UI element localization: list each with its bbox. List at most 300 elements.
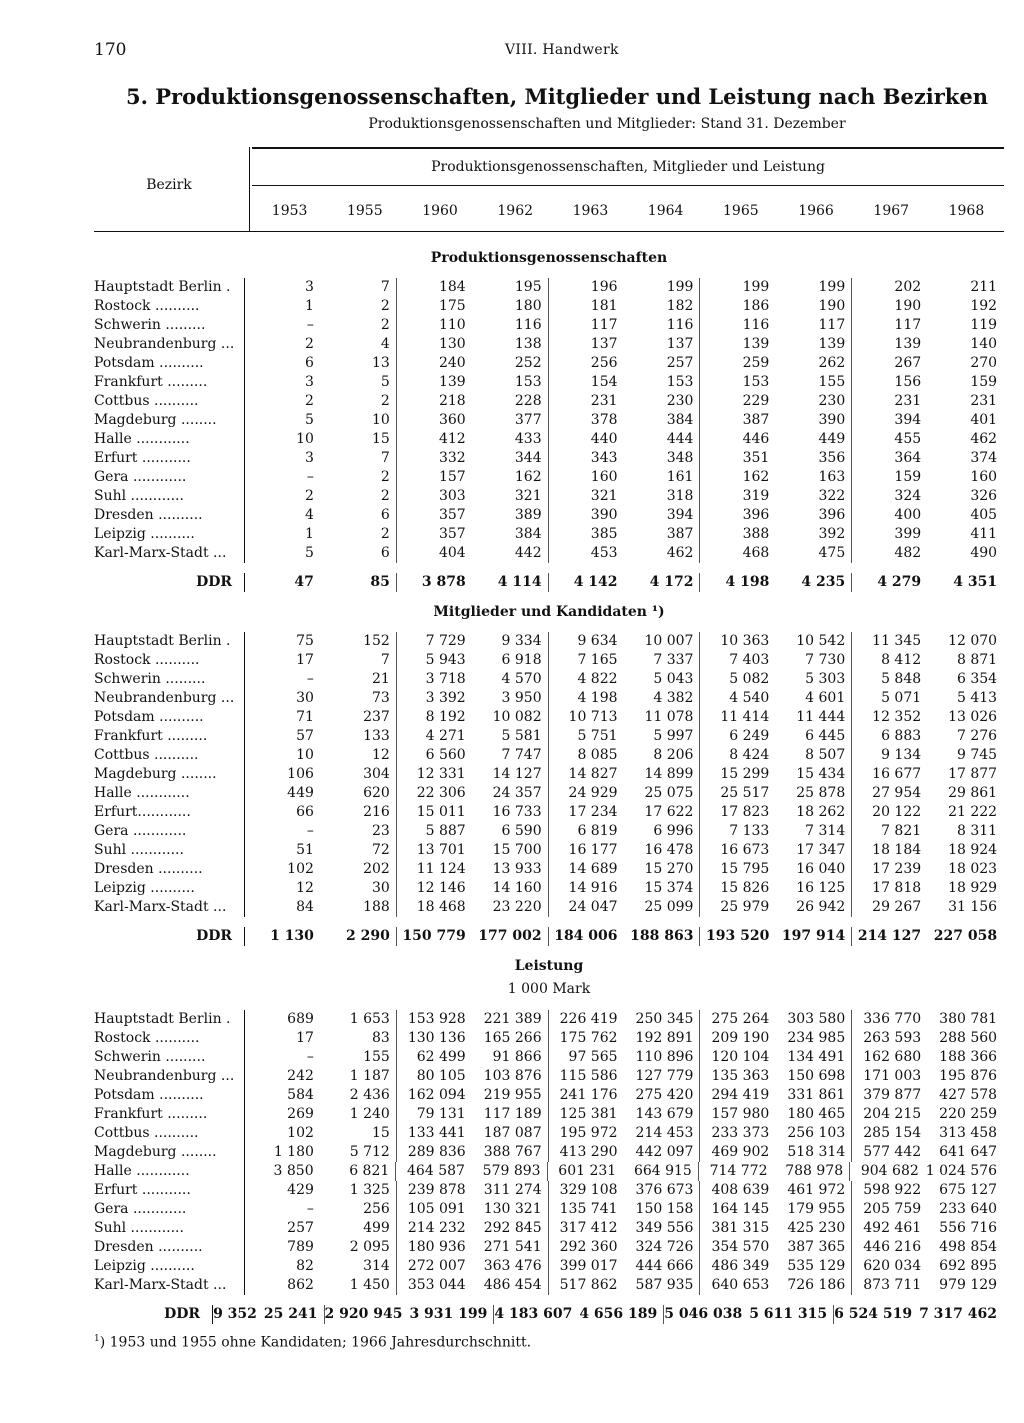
table-cell: 331 861 xyxy=(776,1086,852,1105)
table-cell: 17 877 xyxy=(948,766,998,782)
row-values xyxy=(244,1029,1004,1048)
table-cell: 6 590 xyxy=(473,822,549,841)
table-cell: 220 259 xyxy=(939,1106,998,1122)
table-cell: 16 478 xyxy=(625,841,701,860)
table-cell: 14 899 xyxy=(625,765,701,784)
table-cell: 357 xyxy=(438,526,466,542)
year-header: 1962 xyxy=(497,203,534,219)
row-values xyxy=(244,898,1004,917)
table-cell: 374 xyxy=(970,450,998,466)
table-cell: 7 xyxy=(321,651,397,670)
table-row xyxy=(94,430,1004,449)
table-row xyxy=(94,373,1004,392)
table-cell: 2 xyxy=(321,525,397,544)
table-cell: 75 xyxy=(296,633,314,649)
row-values xyxy=(244,689,1004,708)
table-cell: 7 729 xyxy=(425,633,466,649)
table-cell: 83 xyxy=(321,1029,397,1048)
table-cell: 6 821 xyxy=(321,1162,397,1181)
table-cell: 188 xyxy=(321,898,397,917)
table-row xyxy=(94,1257,1004,1276)
table-cell: 71 xyxy=(296,709,314,725)
table-cell: 4 540 xyxy=(729,690,770,706)
row-values xyxy=(244,316,1004,335)
table-cell: 318 xyxy=(625,487,701,506)
table-cell: 197 914 xyxy=(776,927,852,946)
table-cell: 190 xyxy=(894,298,922,314)
table-cell: 252 xyxy=(473,354,549,373)
table-cell: 190 xyxy=(776,297,852,316)
table-row xyxy=(94,297,1004,316)
table-cell: 29 861 xyxy=(948,785,998,801)
table-cell: 462 xyxy=(970,431,998,447)
table-cell: 387 365 xyxy=(776,1238,852,1257)
bezirk-name: Frankfurt ......... xyxy=(94,728,208,744)
page-subtitle: Produktionsgenossenschaften und Mitglieder: Stand 31. Dezember xyxy=(368,116,846,132)
table-cell: 153 xyxy=(473,373,549,392)
row-values xyxy=(244,1086,1004,1105)
table-row xyxy=(94,784,1004,803)
table-cell: 8 424 xyxy=(729,747,770,763)
table-cell: 117 xyxy=(590,317,618,333)
table-cell: 7 337 xyxy=(625,651,701,670)
table-cell: 379 877 xyxy=(863,1087,922,1103)
total-row xyxy=(94,573,1004,592)
bezirk-name: Potsdam .......... xyxy=(94,355,204,371)
bezirk-name: Erfurt ........... xyxy=(94,450,191,466)
row-values xyxy=(244,1200,1004,1219)
table-cell: 4 142 xyxy=(573,574,618,590)
bezirk-name: Frankfurt ......... xyxy=(94,374,208,390)
table-cell: 102 xyxy=(287,1125,314,1141)
table-cell: 10 xyxy=(321,411,397,430)
table-cell: 202 xyxy=(894,279,922,295)
table-cell: 139 xyxy=(438,374,466,390)
table-cell: 214 453 xyxy=(625,1124,701,1143)
row-values xyxy=(244,1219,1004,1238)
table-row xyxy=(94,487,1004,506)
row-values xyxy=(244,841,1004,860)
table-cell: 187 087 xyxy=(473,1124,549,1143)
table-cell: 230 xyxy=(625,392,701,411)
table-cell: 202 xyxy=(321,860,397,879)
bezirk-name: Rostock .......... xyxy=(94,298,200,314)
table-cell: 384 xyxy=(625,411,701,430)
table-row xyxy=(94,879,1004,898)
table-cell: 387 xyxy=(625,525,701,544)
table-cell: 399 xyxy=(894,526,922,542)
table-cell: 153 928 xyxy=(407,1011,466,1027)
table-cell: 468 xyxy=(742,545,770,561)
table-cell: 584 xyxy=(287,1087,314,1103)
table-cell: 17 234 xyxy=(568,804,618,820)
table-cell: 6 xyxy=(304,355,314,371)
table-cell: 66 xyxy=(296,804,314,820)
table-cell: 427 578 xyxy=(939,1087,998,1103)
bezirk-name: Hauptstadt Berlin . xyxy=(94,279,231,295)
table-cell: 17 xyxy=(296,652,314,668)
table-cell: 461 972 xyxy=(776,1181,852,1200)
row-values xyxy=(244,1048,1004,1067)
table-row xyxy=(94,1048,1004,1067)
page-title: 5. Produktionsgenossenschaften, Mitglieder und Leistung nach Bezirken xyxy=(126,84,988,109)
table-cell: 130 136 xyxy=(407,1030,466,1046)
table-cell: 689 xyxy=(287,1011,314,1027)
section-body xyxy=(94,632,1004,946)
table-cell: 16 733 xyxy=(473,803,549,822)
table-cell: 4 570 xyxy=(473,670,549,689)
row-values xyxy=(244,544,1004,563)
table-cell: 620 034 xyxy=(863,1258,922,1274)
bezirk-name: Suhl ............ xyxy=(94,488,184,504)
table-cell: 381 315 xyxy=(711,1220,770,1236)
table-cell: 4 822 xyxy=(577,671,618,687)
table-cell: 221 389 xyxy=(473,1010,549,1029)
table-row xyxy=(94,860,1004,879)
table-cell: 26 942 xyxy=(776,898,852,917)
table-cell: 192 891 xyxy=(625,1029,701,1048)
table-cell: 233 640 xyxy=(939,1201,998,1217)
table-cell: 788 978 xyxy=(774,1162,850,1181)
table-cell: 429 xyxy=(287,1182,314,1198)
table-row xyxy=(94,841,1004,860)
table-cell: 106 xyxy=(287,766,314,782)
table-cell: 11 078 xyxy=(625,708,701,727)
table-cell: 234 985 xyxy=(776,1029,852,1048)
table-cell: 150 698 xyxy=(776,1067,852,1086)
table-cell: 3 xyxy=(304,450,314,466)
table-cell: 498 854 xyxy=(939,1239,998,1255)
table-cell: 4 271 xyxy=(425,728,466,744)
bezirk-name: Hauptstadt Berlin . xyxy=(94,1011,231,1027)
table-cell: 620 xyxy=(321,784,397,803)
table-cell: 14 689 xyxy=(568,861,618,877)
table-cell: 16 673 xyxy=(720,842,770,858)
bezirk-name: Potsdam .......... xyxy=(94,1087,204,1103)
table-cell: 389 xyxy=(473,506,549,525)
table-cell: 1 130 xyxy=(270,928,314,944)
table-cell: 8 311 xyxy=(956,823,998,839)
row-values xyxy=(244,765,1004,784)
table-row xyxy=(94,525,1004,544)
table-row xyxy=(94,449,1004,468)
table-cell: 115 586 xyxy=(559,1068,618,1084)
table-cell: 442 097 xyxy=(625,1143,701,1162)
table-cell: 18 184 xyxy=(872,842,922,858)
table-cell: 154 xyxy=(590,374,618,390)
table-cell: 119 xyxy=(970,317,998,333)
row-values xyxy=(244,1162,1004,1181)
total-row xyxy=(94,1305,1004,1324)
page-number: 170 xyxy=(94,40,127,60)
table-cell: 102 xyxy=(287,861,314,877)
year-header: 1960 xyxy=(422,203,458,219)
table-row xyxy=(94,803,1004,822)
table-cell: 181 xyxy=(590,298,618,314)
table-cell: 7 xyxy=(321,278,397,297)
table-cell: 322 xyxy=(776,487,852,506)
table-cell: 21 222 xyxy=(948,804,998,820)
table-cell: 356 xyxy=(776,449,852,468)
table-cell: 2 xyxy=(304,393,314,409)
table-cell: 17 622 xyxy=(625,803,701,822)
table-cell: 5 xyxy=(304,412,314,428)
table-cell: 188 366 xyxy=(939,1049,998,1065)
table-cell: 4 198 xyxy=(577,690,618,706)
table-cell: 12 331 xyxy=(416,766,466,782)
table-cell: 449 xyxy=(776,430,852,449)
table-cell: 6 996 xyxy=(625,822,701,841)
table-cell: 2 xyxy=(321,392,397,411)
table-cell: 904 682 xyxy=(860,1163,919,1179)
table-cell: – xyxy=(306,317,314,333)
header-rule-bottom xyxy=(94,231,1004,232)
table-cell: 10 363 xyxy=(720,633,770,649)
year-header: 1955 xyxy=(346,203,383,219)
table-cell: 1 325 xyxy=(321,1181,397,1200)
table-cell: 2 xyxy=(304,488,314,504)
table-cell: 256 xyxy=(590,355,618,371)
table-cell: 4 172 xyxy=(625,573,701,592)
row-values xyxy=(244,727,1004,746)
table-cell: 862 xyxy=(287,1277,314,1293)
table-cell: 180 936 xyxy=(407,1239,466,1255)
table-cell: 394 xyxy=(894,412,922,428)
table-cell: 4 xyxy=(321,335,397,354)
row-values xyxy=(244,784,1004,803)
table-cell: 25 878 xyxy=(776,784,852,803)
table-cell: 2 xyxy=(321,316,397,335)
table-cell: 2 920 945 xyxy=(324,1306,403,1322)
group-column-header: Produktionsgenossenschaften, Mitglieder und Leistung xyxy=(431,159,825,175)
table-cell: 1 450 xyxy=(321,1276,397,1295)
table-cell: 351 xyxy=(742,450,770,466)
table-cell: 134 491 xyxy=(776,1048,852,1067)
table-cell: 324 xyxy=(894,488,922,504)
table-cell: 199 xyxy=(625,278,701,297)
table-cell: 177 002 xyxy=(473,927,549,946)
table-cell: 376 673 xyxy=(625,1181,701,1200)
table-cell: 303 xyxy=(438,488,466,504)
table-cell: 7 730 xyxy=(776,651,852,670)
table-cell: 160 xyxy=(590,469,618,485)
table-cell: 29 267 xyxy=(872,899,922,915)
bezirk-name: Neubrandenburg ... xyxy=(94,690,235,706)
bezirk-name: Magdeburg ........ xyxy=(94,412,217,428)
table-row xyxy=(94,1124,1004,1143)
bezirk-name: Rostock .......... xyxy=(94,1030,200,1046)
table-cell: 171 003 xyxy=(863,1068,922,1084)
bezirk-name: Magdeburg ........ xyxy=(94,1144,217,1160)
table-cell: 4 198 xyxy=(725,574,770,590)
table-cell: 159 xyxy=(970,374,998,390)
table-cell: 228 xyxy=(473,392,549,411)
table-row xyxy=(94,651,1004,670)
table-cell: 1 653 xyxy=(321,1010,397,1029)
table-cell: 394 xyxy=(625,506,701,525)
row-values xyxy=(244,708,1004,727)
table-cell: 10 713 xyxy=(568,709,618,725)
table-cell: 105 091 xyxy=(407,1201,466,1217)
table-cell: 153 xyxy=(625,373,701,392)
row-values xyxy=(244,879,1004,898)
table-cell: 288 560 xyxy=(939,1030,998,1046)
row-values xyxy=(244,822,1004,841)
table-row xyxy=(94,670,1004,689)
row-values xyxy=(244,1276,1004,1295)
table-cell: 9 745 xyxy=(956,747,998,763)
table-cell: 641 647 xyxy=(939,1144,998,1160)
table-cell: – xyxy=(306,469,314,485)
table-cell: 7 165 xyxy=(577,652,618,668)
table-row xyxy=(94,335,1004,354)
table-cell: 5 071 xyxy=(881,690,922,706)
table-cell: 25 979 xyxy=(720,899,770,915)
table-cell: 314 xyxy=(321,1257,397,1276)
table-cell: 285 154 xyxy=(863,1125,922,1141)
table-cell: 188 863 xyxy=(625,927,701,946)
table-cell: 396 xyxy=(776,506,852,525)
table-cell: 242 xyxy=(287,1068,314,1084)
bezirk-name: Schwerin ......... xyxy=(94,317,206,333)
table-cell: 15 700 xyxy=(473,841,549,860)
year-header: 1967 xyxy=(873,203,910,219)
table-cell: 378 xyxy=(590,412,618,428)
table-row xyxy=(94,632,1004,651)
total-row xyxy=(94,927,1004,946)
table-row xyxy=(94,411,1004,430)
footnote-text: ) 1953 und 1955 ohne Kandidaten; 1966 Jahresdurchschnitt. xyxy=(99,1334,532,1351)
table-cell: 492 461 xyxy=(863,1220,922,1236)
table-cell: 16 677 xyxy=(872,766,922,782)
table-cell: 269 xyxy=(287,1106,314,1122)
table-row xyxy=(94,316,1004,335)
table-cell: 79 131 xyxy=(416,1106,466,1122)
header-rule-top xyxy=(252,147,1004,149)
table-row xyxy=(94,1200,1004,1219)
row-values xyxy=(244,1143,1004,1162)
table-cell: 21 xyxy=(321,670,397,689)
table-cell: 5 712 xyxy=(321,1143,397,1162)
table-cell: – xyxy=(306,823,314,839)
table-cell: 714 772 xyxy=(709,1163,768,1179)
table-cell: 789 xyxy=(287,1239,314,1255)
bezirk-name: Dresden .......... xyxy=(94,861,203,877)
table-cell: 219 955 xyxy=(473,1086,549,1105)
table-cell: 462 xyxy=(625,544,701,563)
table-cell: 486 349 xyxy=(711,1258,770,1274)
table-cell: 5 413 xyxy=(956,690,998,706)
row-values xyxy=(244,525,1004,544)
table-cell: 117 xyxy=(776,316,852,335)
table-cell: 13 026 xyxy=(948,709,998,725)
table-cell: 349 556 xyxy=(625,1219,701,1238)
table-cell: 263 593 xyxy=(863,1030,922,1046)
table-cell: 9 334 xyxy=(473,632,549,651)
table-cell: 12 352 xyxy=(872,709,922,725)
table-cell: 8 192 xyxy=(425,709,466,725)
table-cell: 5 887 xyxy=(425,823,466,839)
table-cell: 317 412 xyxy=(559,1220,618,1236)
table-row xyxy=(94,765,1004,784)
year-header: 1966 xyxy=(798,203,834,219)
table-cell: 518 314 xyxy=(776,1143,852,1162)
table-cell: 17 823 xyxy=(720,804,770,820)
year-header: 1968 xyxy=(948,203,985,219)
table-cell: 388 xyxy=(742,526,770,542)
table-cell: 1 xyxy=(304,298,314,314)
table-cell: 153 xyxy=(742,374,770,390)
table-cell: 139 xyxy=(776,335,852,354)
table-cell: 17 347 xyxy=(776,841,852,860)
table-cell: 8 507 xyxy=(776,746,852,765)
table-cell: 272 007 xyxy=(407,1258,466,1274)
table-cell: 11 345 xyxy=(872,633,922,649)
table-cell: 433 xyxy=(473,430,549,449)
bezirk-name: Cottbus .......... xyxy=(94,1125,199,1141)
table-cell: 15 011 xyxy=(416,804,466,820)
table-cell: 5 082 xyxy=(729,671,770,687)
table-cell: 130 xyxy=(438,336,466,352)
table-cell: 196 xyxy=(590,279,618,295)
table-cell: 82 xyxy=(296,1258,314,1274)
table-cell: 156 xyxy=(894,374,922,390)
table-cell: 587 935 xyxy=(625,1276,701,1295)
table-cell: 14 827 xyxy=(568,766,618,782)
table-cell: 6 xyxy=(321,506,397,525)
table-cell: 162 680 xyxy=(863,1049,922,1065)
table-cell: 2 xyxy=(304,336,314,352)
table-cell: 157 xyxy=(438,469,466,485)
bezirk-name: DDR xyxy=(164,1306,201,1322)
table-cell: 348 xyxy=(625,449,701,468)
table-cell: 163 xyxy=(776,468,852,487)
row-values xyxy=(244,354,1004,373)
table-cell: 12 146 xyxy=(416,880,466,896)
table-cell: 7 314 xyxy=(776,822,852,841)
table-cell: 449 xyxy=(287,785,314,801)
section-unit: 1 000 Mark xyxy=(507,981,591,997)
table-cell: 385 xyxy=(590,526,618,542)
table-cell: 186 xyxy=(742,298,770,314)
table-cell: 2 290 xyxy=(321,927,397,946)
year-header: 1963 xyxy=(572,203,609,219)
table-cell: 133 xyxy=(321,727,397,746)
table-cell: 3 718 xyxy=(425,671,466,687)
table-cell: 30 xyxy=(321,879,397,898)
table-cell: 292 360 xyxy=(559,1239,618,1255)
table-cell: 10 542 xyxy=(776,632,852,651)
table-cell: – xyxy=(306,1201,314,1217)
bezirk-column-header: Bezirk xyxy=(146,177,192,193)
row-values xyxy=(244,449,1004,468)
table-cell: 218 xyxy=(438,393,466,409)
row-values xyxy=(244,1067,1004,1086)
table-cell: 5 997 xyxy=(625,727,701,746)
table-cell: 405 xyxy=(970,507,998,523)
table-cell: 440 xyxy=(590,431,618,447)
table-cell: 150 158 xyxy=(625,1200,701,1219)
table-cell: 387 xyxy=(742,412,770,428)
year-header: 1953 xyxy=(271,203,308,219)
bezirk-name: Leipzig .......... xyxy=(94,526,195,542)
table-row xyxy=(94,1086,1004,1105)
row-values xyxy=(212,1305,1004,1324)
table-row xyxy=(94,1219,1004,1238)
bezirk-name: Suhl ............ xyxy=(94,1220,184,1236)
table-cell: 116 xyxy=(473,316,549,335)
row-values xyxy=(244,1181,1004,1200)
